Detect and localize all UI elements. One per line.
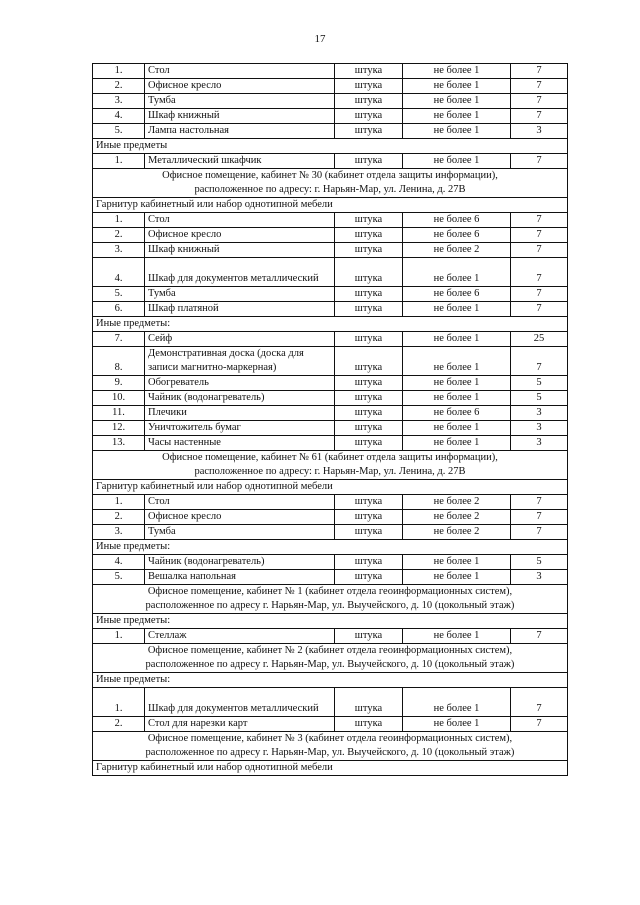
- room-location-line-2: расположенное по адресу г. Нарьян-Мар, ул. Выучейского, д. 10 (цокольный этаж): [145, 600, 515, 611]
- item-name-cell: Офисное кресло: [145, 79, 335, 94]
- item-name-cell: [145, 688, 335, 717]
- table-row: [93, 688, 568, 717]
- service-life-cell: 7: [511, 94, 568, 109]
- unit-cell: штука: [335, 347, 403, 376]
- unit-cell: штука: [335, 421, 403, 436]
- service-life-cell: 5: [511, 555, 568, 570]
- table-row: [93, 717, 568, 732]
- room-location-row: [93, 644, 568, 673]
- quantity-limit-cell: не более 1: [403, 688, 511, 717]
- room-location-line-1: Офисное помещение, кабинет № 61 (кабинет отдела защиты информации),: [162, 452, 498, 463]
- section-header-row: [93, 480, 568, 495]
- table-row: [93, 436, 568, 451]
- quantity-limit-cell: не более 1: [403, 258, 511, 287]
- table-row: [93, 287, 568, 302]
- room-location: [93, 169, 568, 198]
- unit-cell: штука: [335, 94, 403, 109]
- item-name-cell: Металлический шкафчик: [145, 154, 335, 169]
- service-life-cell: 3: [511, 124, 568, 139]
- item-name-cell: Стол: [145, 64, 335, 79]
- row-number-cell: 9.: [93, 376, 145, 391]
- quantity-limit-cell: не более 1: [403, 332, 511, 347]
- unit-cell: штука: [335, 332, 403, 347]
- quantity-limit-cell: не более 1: [403, 64, 511, 79]
- row-number-cell: 8.: [93, 347, 145, 376]
- row-number-cell: 3.: [93, 243, 145, 258]
- table-row: [93, 79, 568, 94]
- section-header-row: [93, 317, 568, 332]
- section-header: Иные предметы:: [93, 673, 568, 688]
- unit-cell: штука: [335, 406, 403, 421]
- table-row: [93, 391, 568, 406]
- quantity-limit-cell: не более 1: [403, 717, 511, 732]
- service-life-cell: 7: [511, 688, 568, 717]
- section-header: Иные предметы:: [93, 540, 568, 555]
- item-name-cell: Обогреватель: [145, 376, 335, 391]
- item-name-cell: Офисное кресло: [145, 510, 335, 525]
- table-row: [93, 629, 568, 644]
- unit-cell: штука: [335, 376, 403, 391]
- room-location: [93, 451, 568, 480]
- table-row: [93, 213, 568, 228]
- unit-cell: штука: [335, 124, 403, 139]
- service-life-cell: 7: [511, 213, 568, 228]
- room-location-line-1: Офисное помещение, кабинет № 30 (кабинет отдела защиты информации),: [162, 170, 498, 181]
- item-name-cell: Офисное кресло: [145, 228, 335, 243]
- service-life-cell: 25: [511, 332, 568, 347]
- room-location-row: [93, 585, 568, 614]
- item-name-text: Шкаф для документов металлический: [148, 703, 319, 714]
- table-row: [93, 302, 568, 317]
- section-header: Гарнитур кабинетный или набор однотипной мебели: [93, 198, 568, 213]
- quantity-limit-cell: не более 6: [403, 213, 511, 228]
- unit-cell: штука: [335, 391, 403, 406]
- item-name-cell: Стол для нарезки карт: [145, 717, 335, 732]
- row-number-cell: 5.: [93, 124, 145, 139]
- item-name-cell: Плечики: [145, 406, 335, 421]
- unit-cell: штука: [335, 79, 403, 94]
- row-number-cell: 12.: [93, 421, 145, 436]
- unit-cell: штука: [335, 570, 403, 585]
- row-number-cell: 2.: [93, 510, 145, 525]
- table-row: [93, 228, 568, 243]
- item-name-cell: Лампа настольная: [145, 124, 335, 139]
- item-name-cell: Шкаф книжный: [145, 243, 335, 258]
- furniture-table: [92, 63, 568, 776]
- unit-cell: штука: [335, 688, 403, 717]
- section-header-row: [93, 139, 568, 154]
- row-number-cell: 1.: [93, 629, 145, 644]
- item-name-cell: Вешалка напольная: [145, 570, 335, 585]
- service-life-cell: 7: [511, 302, 568, 317]
- service-life-cell: 5: [511, 391, 568, 406]
- table-row: [93, 406, 568, 421]
- table-row: [93, 124, 568, 139]
- item-name-cell: Стол: [145, 213, 335, 228]
- item-name-cell: [145, 347, 335, 376]
- service-life-cell: 7: [511, 717, 568, 732]
- unit-cell: штука: [335, 109, 403, 124]
- room-location-line-2: расположенное по адресу г. Нарьян-Мар, ул. Выучейского, д. 10 (цокольный этаж): [145, 659, 515, 670]
- unit-cell: штука: [335, 495, 403, 510]
- row-number-cell: 4.: [93, 258, 145, 287]
- row-number-cell: 13.: [93, 436, 145, 451]
- item-name-cell: Шкаф книжный: [145, 109, 335, 124]
- quantity-limit-cell: не более 1: [403, 154, 511, 169]
- table-row: [93, 258, 568, 287]
- unit-cell: штука: [335, 510, 403, 525]
- unit-cell: штука: [335, 555, 403, 570]
- service-life-cell: 7: [511, 154, 568, 169]
- quantity-limit-cell: не более 2: [403, 243, 511, 258]
- quantity-limit-cell: не более 1: [403, 347, 511, 376]
- item-name-cell: [145, 258, 335, 287]
- row-number-cell: 2.: [93, 717, 145, 732]
- table-row: [93, 154, 568, 169]
- section-header: Иные предметы:: [93, 317, 568, 332]
- table-row: [93, 64, 568, 79]
- room-location-line-2: расположенное по адресу г. Нарьян-Мар, ул. Выучейского, д. 10 (цокольный этаж): [145, 747, 515, 758]
- row-number-cell: 3.: [93, 94, 145, 109]
- row-number-cell: 11.: [93, 406, 145, 421]
- table-row: [93, 376, 568, 391]
- section-header: Гарнитур кабинетный или набор однотипной мебели: [93, 761, 568, 776]
- quantity-limit-cell: не более 1: [403, 570, 511, 585]
- table-row: [93, 555, 568, 570]
- item-name-cell: Тумба: [145, 287, 335, 302]
- quantity-limit-cell: не более 1: [403, 376, 511, 391]
- service-life-cell: 7: [511, 525, 568, 540]
- item-name-cell: Тумба: [145, 525, 335, 540]
- table-row: [93, 347, 568, 376]
- room-location-line-2: расположенное по адресу: г. Нарьян-Мар, ул. Ленина, д. 27В: [194, 466, 466, 477]
- item-name-cell: Шкаф платяной: [145, 302, 335, 317]
- quantity-limit-cell: не более 6: [403, 287, 511, 302]
- service-life-cell: 7: [511, 109, 568, 124]
- item-name-text: Шкаф для документов металлический: [148, 273, 319, 284]
- service-life-cell: 5: [511, 376, 568, 391]
- quantity-limit-cell: не более 1: [403, 555, 511, 570]
- unit-cell: штука: [335, 525, 403, 540]
- quantity-limit-cell: не более 2: [403, 510, 511, 525]
- quantity-limit-cell: не более 1: [403, 391, 511, 406]
- service-life-cell: 7: [511, 510, 568, 525]
- service-life-cell: 7: [511, 495, 568, 510]
- service-life-cell: 7: [511, 64, 568, 79]
- quantity-limit-cell: не более 6: [403, 228, 511, 243]
- table-row: [93, 243, 568, 258]
- section-header: Гарнитур кабинетный или набор однотипной мебели: [93, 480, 568, 495]
- service-life-cell: 3: [511, 406, 568, 421]
- service-life-cell: 7: [511, 287, 568, 302]
- item-name-cell: Чайник (водонагреватель): [145, 391, 335, 406]
- service-life-cell: 7: [511, 258, 568, 287]
- section-header-row: [93, 673, 568, 688]
- service-life-cell: 7: [511, 347, 568, 376]
- service-life-cell: 7: [511, 629, 568, 644]
- service-life-cell: 3: [511, 570, 568, 585]
- quantity-limit-cell: не более 1: [403, 436, 511, 451]
- service-life-cell: 7: [511, 79, 568, 94]
- quantity-limit-cell: не более 1: [403, 629, 511, 644]
- quantity-limit-cell: не более 2: [403, 495, 511, 510]
- service-life-cell: 3: [511, 421, 568, 436]
- quantity-limit-cell: не более 6: [403, 406, 511, 421]
- section-header-row: [93, 761, 568, 776]
- row-number-cell: 7.: [93, 332, 145, 347]
- quantity-limit-cell: не более 1: [403, 109, 511, 124]
- item-name-cell: Стол: [145, 495, 335, 510]
- section-header-row: [93, 198, 568, 213]
- unit-cell: штука: [335, 243, 403, 258]
- service-life-cell: 7: [511, 243, 568, 258]
- quantity-limit-cell: не более 1: [403, 79, 511, 94]
- table-row: [93, 570, 568, 585]
- room-location: [93, 585, 568, 614]
- quantity-limit-cell: не более 2: [403, 525, 511, 540]
- table-row: [93, 525, 568, 540]
- section-header-row: [93, 540, 568, 555]
- unit-cell: штука: [335, 258, 403, 287]
- row-number-cell: 4.: [93, 109, 145, 124]
- item-name-cell: Тумба: [145, 94, 335, 109]
- table-row: [93, 495, 568, 510]
- furniture-table-body: [93, 64, 568, 776]
- item-name-cell: Чайник (водонагреватель): [145, 555, 335, 570]
- row-number-cell: 1.: [93, 64, 145, 79]
- section-header: Иные предметы:: [93, 614, 568, 629]
- table-row: [93, 94, 568, 109]
- room-location: [93, 732, 568, 761]
- row-number-cell: 5.: [93, 287, 145, 302]
- room-location-line-1: Офисное помещение, кабинет № 3 (кабинет отдела геоинформационных систем),: [147, 733, 513, 744]
- quantity-limit-cell: не более 1: [403, 302, 511, 317]
- room-location-row: [93, 169, 568, 198]
- section-header: Иные предметы: [93, 139, 568, 154]
- unit-cell: штука: [335, 302, 403, 317]
- table-row: [93, 109, 568, 124]
- section-header-row: [93, 614, 568, 629]
- quantity-limit-cell: не более 1: [403, 421, 511, 436]
- room-location-row: [93, 732, 568, 761]
- table-row: [93, 332, 568, 347]
- table-row: [93, 510, 568, 525]
- service-life-cell: 7: [511, 228, 568, 243]
- unit-cell: штука: [335, 154, 403, 169]
- item-name-cell: Часы настенные: [145, 436, 335, 451]
- room-location-line-2: расположенное по адресу: г. Нарьян-Мар, ул. Ленина, д. 27В: [194, 184, 466, 195]
- item-name-text: Демонстративная доска (доска для записи магнитно-маркерная): [148, 348, 304, 373]
- row-number-cell: 2.: [93, 228, 145, 243]
- row-number-cell: 1.: [93, 688, 145, 717]
- row-number-cell: 6.: [93, 302, 145, 317]
- unit-cell: штука: [335, 213, 403, 228]
- row-number-cell: 4.: [93, 555, 145, 570]
- service-life-cell: 3: [511, 436, 568, 451]
- table-row: [93, 421, 568, 436]
- quantity-limit-cell: не более 1: [403, 124, 511, 139]
- row-number-cell: 1.: [93, 495, 145, 510]
- item-name-cell: Стеллаж: [145, 629, 335, 644]
- quantity-limit-cell: не более 1: [403, 94, 511, 109]
- unit-cell: штука: [335, 629, 403, 644]
- row-number-cell: 2.: [93, 79, 145, 94]
- item-name-cell: Уничтожитель бумаг: [145, 421, 335, 436]
- row-number-cell: 3.: [93, 525, 145, 540]
- page-number: 17: [314, 33, 326, 45]
- room-location-row: [93, 451, 568, 480]
- unit-cell: штука: [335, 436, 403, 451]
- row-number-cell: 1.: [93, 154, 145, 169]
- room-location-line-1: Офисное помещение, кабинет № 2 (кабинет отдела геоинформационных систем),: [147, 645, 513, 656]
- unit-cell: штука: [335, 287, 403, 302]
- row-number-cell: 1.: [93, 213, 145, 228]
- unit-cell: штука: [335, 64, 403, 79]
- row-number-cell: 5.: [93, 570, 145, 585]
- unit-cell: штука: [335, 228, 403, 243]
- unit-cell: штука: [335, 717, 403, 732]
- item-name-cell: Сейф: [145, 332, 335, 347]
- row-number-cell: 10.: [93, 391, 145, 406]
- room-location-line-1: Офисное помещение, кабинет № 1 (кабинет отдела геоинформационных систем),: [147, 586, 513, 597]
- room-location: [93, 644, 568, 673]
